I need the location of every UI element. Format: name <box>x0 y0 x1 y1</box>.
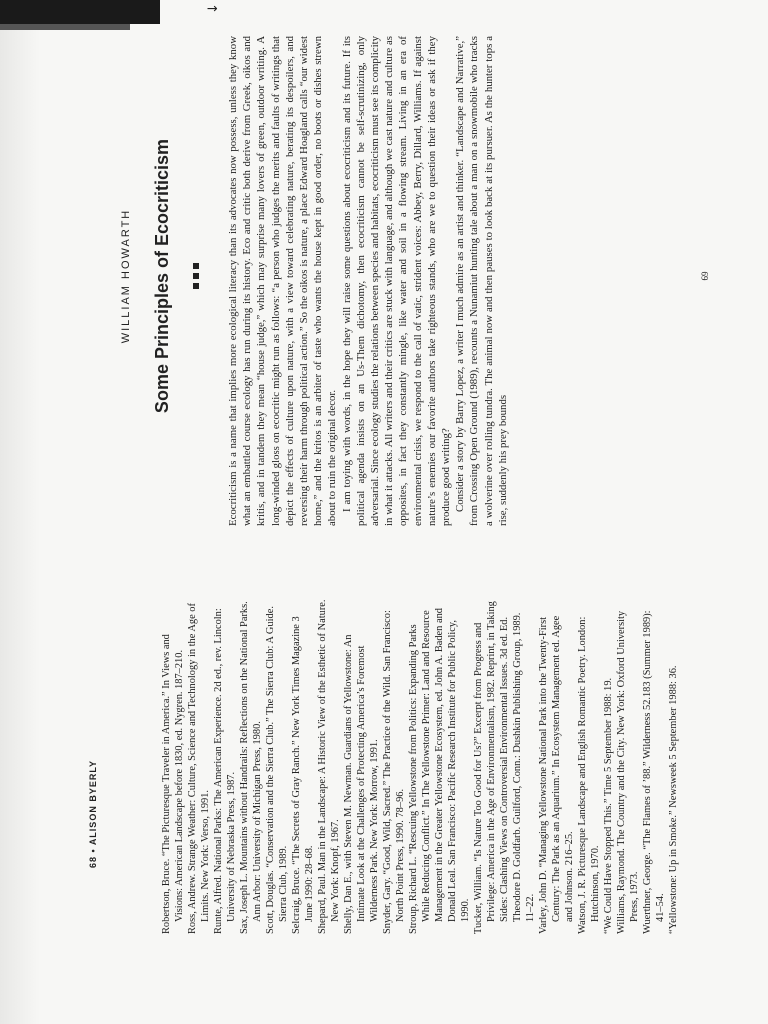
reference-entry: Selcraig, Bruce. “The Secrets of Gray Ranch.” New York Times Magazine 3 June 1990: 28–68. <box>291 616 315 934</box>
reference-entry: Stroup, Richard L. “Rescuing Yellowstone from Politics: Expanding Parks While Reducing Conflict.” In The Yellowstone Primer: Land and Resource Management in the Greater Yellowstone Ecosystem, ed. John A. Baden and Donald Leal. San Francisco: Pacific Research Institute for Public Policy, 1990. <box>408 608 471 934</box>
reference-entry: Runte, Alfred. National Parks: The American Experience. 2d ed., rev. Lincoln: University of Nebraska Press, 1987. <box>213 608 237 934</box>
reference-entry: Tucker, William. “Is Nature Too Good for Us?” Excerpt from Progress and Privilege: America in the Age of Environmentalism, 1982. Reprint, in Taking Sides: Clashing Views on Controversial Environmental Issues. 3d ed. Ed. Theodore D. Goldfarb. Guilford, Conn.: Dushkin Publishing Group, 1989. 11–22. <box>473 601 536 934</box>
title-ornament <box>186 46 204 506</box>
body-paragraph: Ecocriticism is a name that implies more ecological literacy than its advocates now possess, unless they know what an embattled course ecology has run during its history. Eco and critic both derive from Greek, oikos and kritis, and in tandem they mean “house judge,” which may surprise many lovers of green, outdoor writing. A long-winded gloss on ecocritic might run as follows: “a person who judges the merits and faults of writings that depict the effects of culture upon nature, with a view toward celebrating nature, berating its despoilers, and reversing their harm through political action.” So the oikos is nature, a place Edward Hoagland calls “our widest home,” and the kritos is an arbiter of taste who wants the house kept in good order, no boots or dishes strewn about to ruin the original decor. <box>227 36 339 526</box>
page-number: 69 <box>700 271 710 281</box>
reference-entry: “Yellowstone: Up in Smoke.” Newsweek 5 September 1988: 36. <box>668 665 679 934</box>
reference-entry: Watson, J. R. Picturesque Landscape and English Romantic Poetry. London: Hutchinson, 1970. <box>577 616 601 934</box>
reference-entry: Scott, Douglas. “Conservation and the Sierra Club.” The Sierra Club: A Guide. Sierra Club, 1989. <box>265 606 289 934</box>
reference-entry: Snyder, Gary. “Good, Wild, Sacred.” The Practice of the Wild. San Francisco: North Point Press, 1990. 78–96. <box>382 610 406 934</box>
article-body <box>226 36 510 526</box>
ornament-square <box>193 273 199 279</box>
reference-entry: Williams, Raymond. The Country and the City. New York: Oxford University Press, 1973. <box>616 610 640 934</box>
reference-entry: Shepard, Paul. Man in the Landscape: A Historic View of the Esthetic of Nature. New York: Knopf, 1967. <box>317 599 341 934</box>
ornament-square <box>193 283 199 289</box>
ornament-square <box>193 263 199 269</box>
reference-entry: Sax, Joseph L. Mountains without Handrails: Reflections on the National Parks. Ann Arbor: University of Michigan Press, 1980. <box>239 601 263 934</box>
reference-entry: Shelly, Dan E., with Steven M. Newman. Guardians of Yellowstone: An Intimate Look at the Challenges of Protecting America’s Foremost Wilderness Park. New York: Morrow, 1991. <box>343 634 380 934</box>
running-head: 68 • ALISON BYERLY <box>88 760 98 869</box>
article-author: WILLIAM HOWARTH <box>120 208 132 344</box>
article-title: Some Principles of Ecocriticism <box>152 138 172 414</box>
handwritten-arrow-mark: ↓ <box>206 3 221 14</box>
reference-entry: Robertson, Bruce. “The Picturesque Traveler in America.” In Views and Visions: American Landscape before 1830, ed. Nygren. 187–210. <box>161 634 185 934</box>
reference-entry: “We Could Have Stopped This.” Time 5 September 1988: 19. <box>603 677 614 934</box>
reference-entry: Ross, Andrew. Strange Weather: Culture, Science and Technology in the Age of Limits. New York: Verso, 1991. <box>187 603 211 934</box>
references-list <box>160 599 680 934</box>
reference-entry: Varley, John D. “Managing Yellowstone National Park into the Twenty-First Century: The Park as an Aquarium.” In Ecosystem Management ed. Agee and Johnson. 216–25. <box>538 615 575 934</box>
body-paragraph: Consider a story by Barry Lopez, a writer I much admire as an artist and thinker. “Landscape and Narrative,” from Crossing Open Ground (1989), recounts a Nunamiut hunting tale about a man on a snowmobile who tracks a wolverine over rolling tundra. The animal now and then pauses to look back at its pursuer. As the hunter tops a rise, suddenly his prey bounds <box>454 36 509 526</box>
reference-entry: Wuerthner, George. “The Flames of ’88.” Wilderness 52.183 (Summer 1989): 41–54. <box>642 610 666 934</box>
body-paragraph: I am toying with words, in the hope they will raise some questions about ecocriticism and its future. If its political agenda insists on an Us-Them dichotomy, then ecocriticism cannot be self-scrutinizing, only adversarial. Since ecology studies the relations between species and habitats, ecocriticism must see its complicity in what it attacks. All writers and their critics are stuck with language, and although we cast nature and culture as opposites, in fact they constantly mingle, like water and soil in a flowing stream. Living in an era of environmental crisis, we respond to the call of vatic, strident voices: Abbey, Berry, Dillard, Williams. If against nature’s enemies our favorite authors take righteous stands, who are we to question their ideas or ask if they produce good writing? <box>340 36 453 526</box>
left-page <box>60 599 740 1024</box>
